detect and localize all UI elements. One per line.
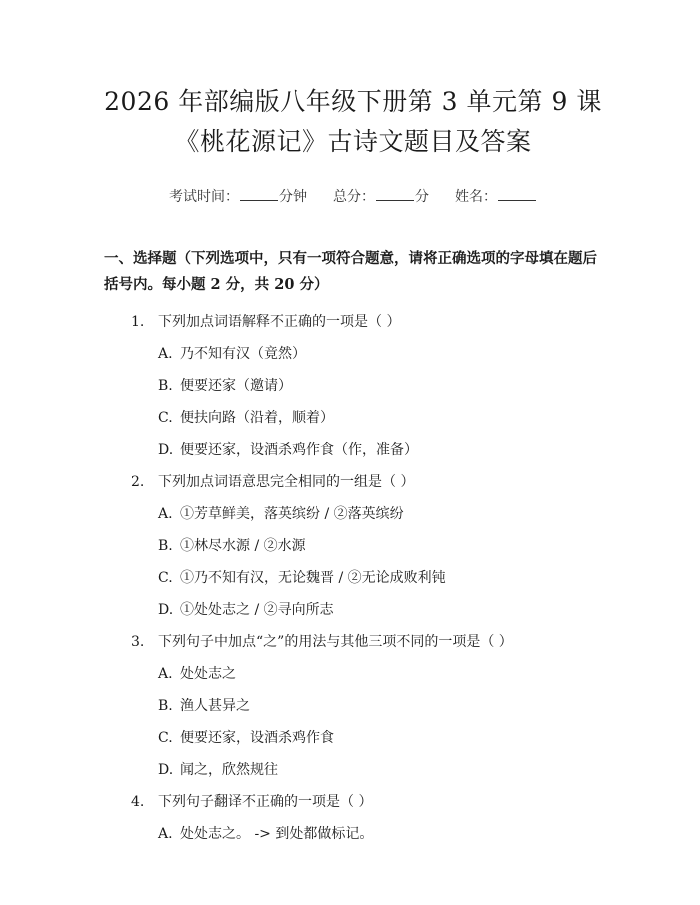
option-letter: C.	[158, 730, 173, 746]
answer-option[interactable]	[158, 722, 602, 754]
question-text: 下列加点词语解释不正确的一项是（ ）	[158, 314, 401, 330]
option-text: 处处志之	[180, 666, 236, 682]
answer-option[interactable]	[158, 498, 602, 530]
option-text: ①处处志之 / ②寻向所志	[180, 602, 334, 618]
option-text: 便扶向路（沿着，顺着）	[180, 410, 334, 426]
exam-time-unit: 分钟	[279, 189, 307, 205]
question-item	[104, 466, 602, 626]
question-stem	[104, 306, 602, 338]
option-list	[104, 338, 602, 466]
question-number: 3.	[131, 634, 145, 650]
option-letter: A.	[158, 826, 173, 842]
option-letter: A.	[158, 666, 173, 682]
option-letter: C.	[158, 410, 173, 426]
exam-time-blank[interactable]	[240, 188, 278, 201]
total-score-label: 总分：	[333, 189, 375, 205]
option-text: 处处志之。 -> 到处都做标记。	[180, 826, 374, 842]
name-label: 姓名：	[455, 189, 497, 205]
option-text: ①芳草鲜美，落英缤纷 / ②落英缤纷	[180, 506, 404, 522]
option-text: 闻之，欣然规往	[180, 762, 278, 778]
answer-option[interactable]	[158, 818, 602, 850]
question-item	[104, 626, 602, 786]
answer-option[interactable]	[158, 338, 602, 370]
exam-time-label: 考试时间：	[169, 189, 239, 205]
question-list	[104, 306, 602, 850]
option-text: ①林尽水源 / ②水源	[180, 538, 306, 554]
option-text: 渔人甚异之	[180, 698, 250, 714]
option-letter: A.	[158, 506, 173, 522]
exam-time	[169, 186, 307, 206]
question-number: 2.	[131, 474, 145, 490]
section-heading: 一、选择题（下列选项中，只有一项符合题意，请将正确选项的字母填在题后括号内。每小题 2 分，共 20 分）	[104, 250, 597, 293]
answer-option[interactable]	[158, 690, 602, 722]
answer-option[interactable]	[158, 370, 602, 402]
total-score-unit: 分	[415, 189, 429, 205]
option-list	[104, 818, 602, 850]
name-blank[interactable]	[498, 188, 536, 201]
option-list	[104, 498, 602, 626]
question-stem	[104, 466, 602, 498]
question-item	[104, 786, 602, 850]
option-letter: C.	[158, 570, 173, 586]
option-text: 便要还家，设酒杀鸡作食（作，准备）	[180, 442, 418, 458]
question-item	[104, 306, 602, 466]
answer-option[interactable]	[158, 434, 602, 466]
answer-option[interactable]	[158, 658, 602, 690]
question-number: 1.	[131, 314, 145, 330]
question-text: 下列句子翻译不正确的一项是（ ）	[158, 794, 373, 810]
option-text: 乃不知有汉（竟然）	[180, 346, 306, 362]
option-letter: D.	[158, 762, 174, 778]
option-letter: B.	[158, 698, 173, 714]
total-score-blank[interactable]	[376, 188, 414, 201]
option-letter: D.	[158, 602, 174, 618]
document-title	[104, 0, 602, 162]
question-stem	[104, 786, 602, 818]
answer-option[interactable]	[158, 530, 602, 562]
answer-option[interactable]	[158, 562, 602, 594]
option-letter: B.	[158, 538, 173, 554]
student-name	[455, 186, 537, 206]
option-letter: D.	[158, 442, 174, 458]
option-list	[104, 658, 602, 786]
option-letter: A.	[158, 346, 173, 362]
exam-info-row	[104, 186, 602, 206]
title-line-1: 2026 年部编版八年级下册第 3 单元第 9 课	[104, 87, 602, 116]
question-number: 4.	[131, 794, 145, 810]
option-text: 便要还家，设酒杀鸡作食	[180, 730, 334, 746]
question-text: 下列句子中加点“之”的用法与其他三项不同的一项是（ ）	[158, 634, 513, 650]
question-text: 下列加点词语意思完全相同的一组是（ ）	[158, 474, 415, 490]
answer-option[interactable]	[158, 402, 602, 434]
total-score	[333, 186, 429, 206]
answer-option[interactable]	[158, 754, 602, 786]
option-letter: B.	[158, 378, 173, 394]
answer-option[interactable]	[158, 594, 602, 626]
option-text: ①乃不知有汉，无论魏晋 / ②无论成败利钝	[180, 570, 446, 586]
title-line-2: 《桃花源记》古诗文题目及答案	[174, 127, 532, 156]
option-text: 便要还家（邀请）	[180, 378, 292, 394]
question-stem	[104, 626, 602, 658]
